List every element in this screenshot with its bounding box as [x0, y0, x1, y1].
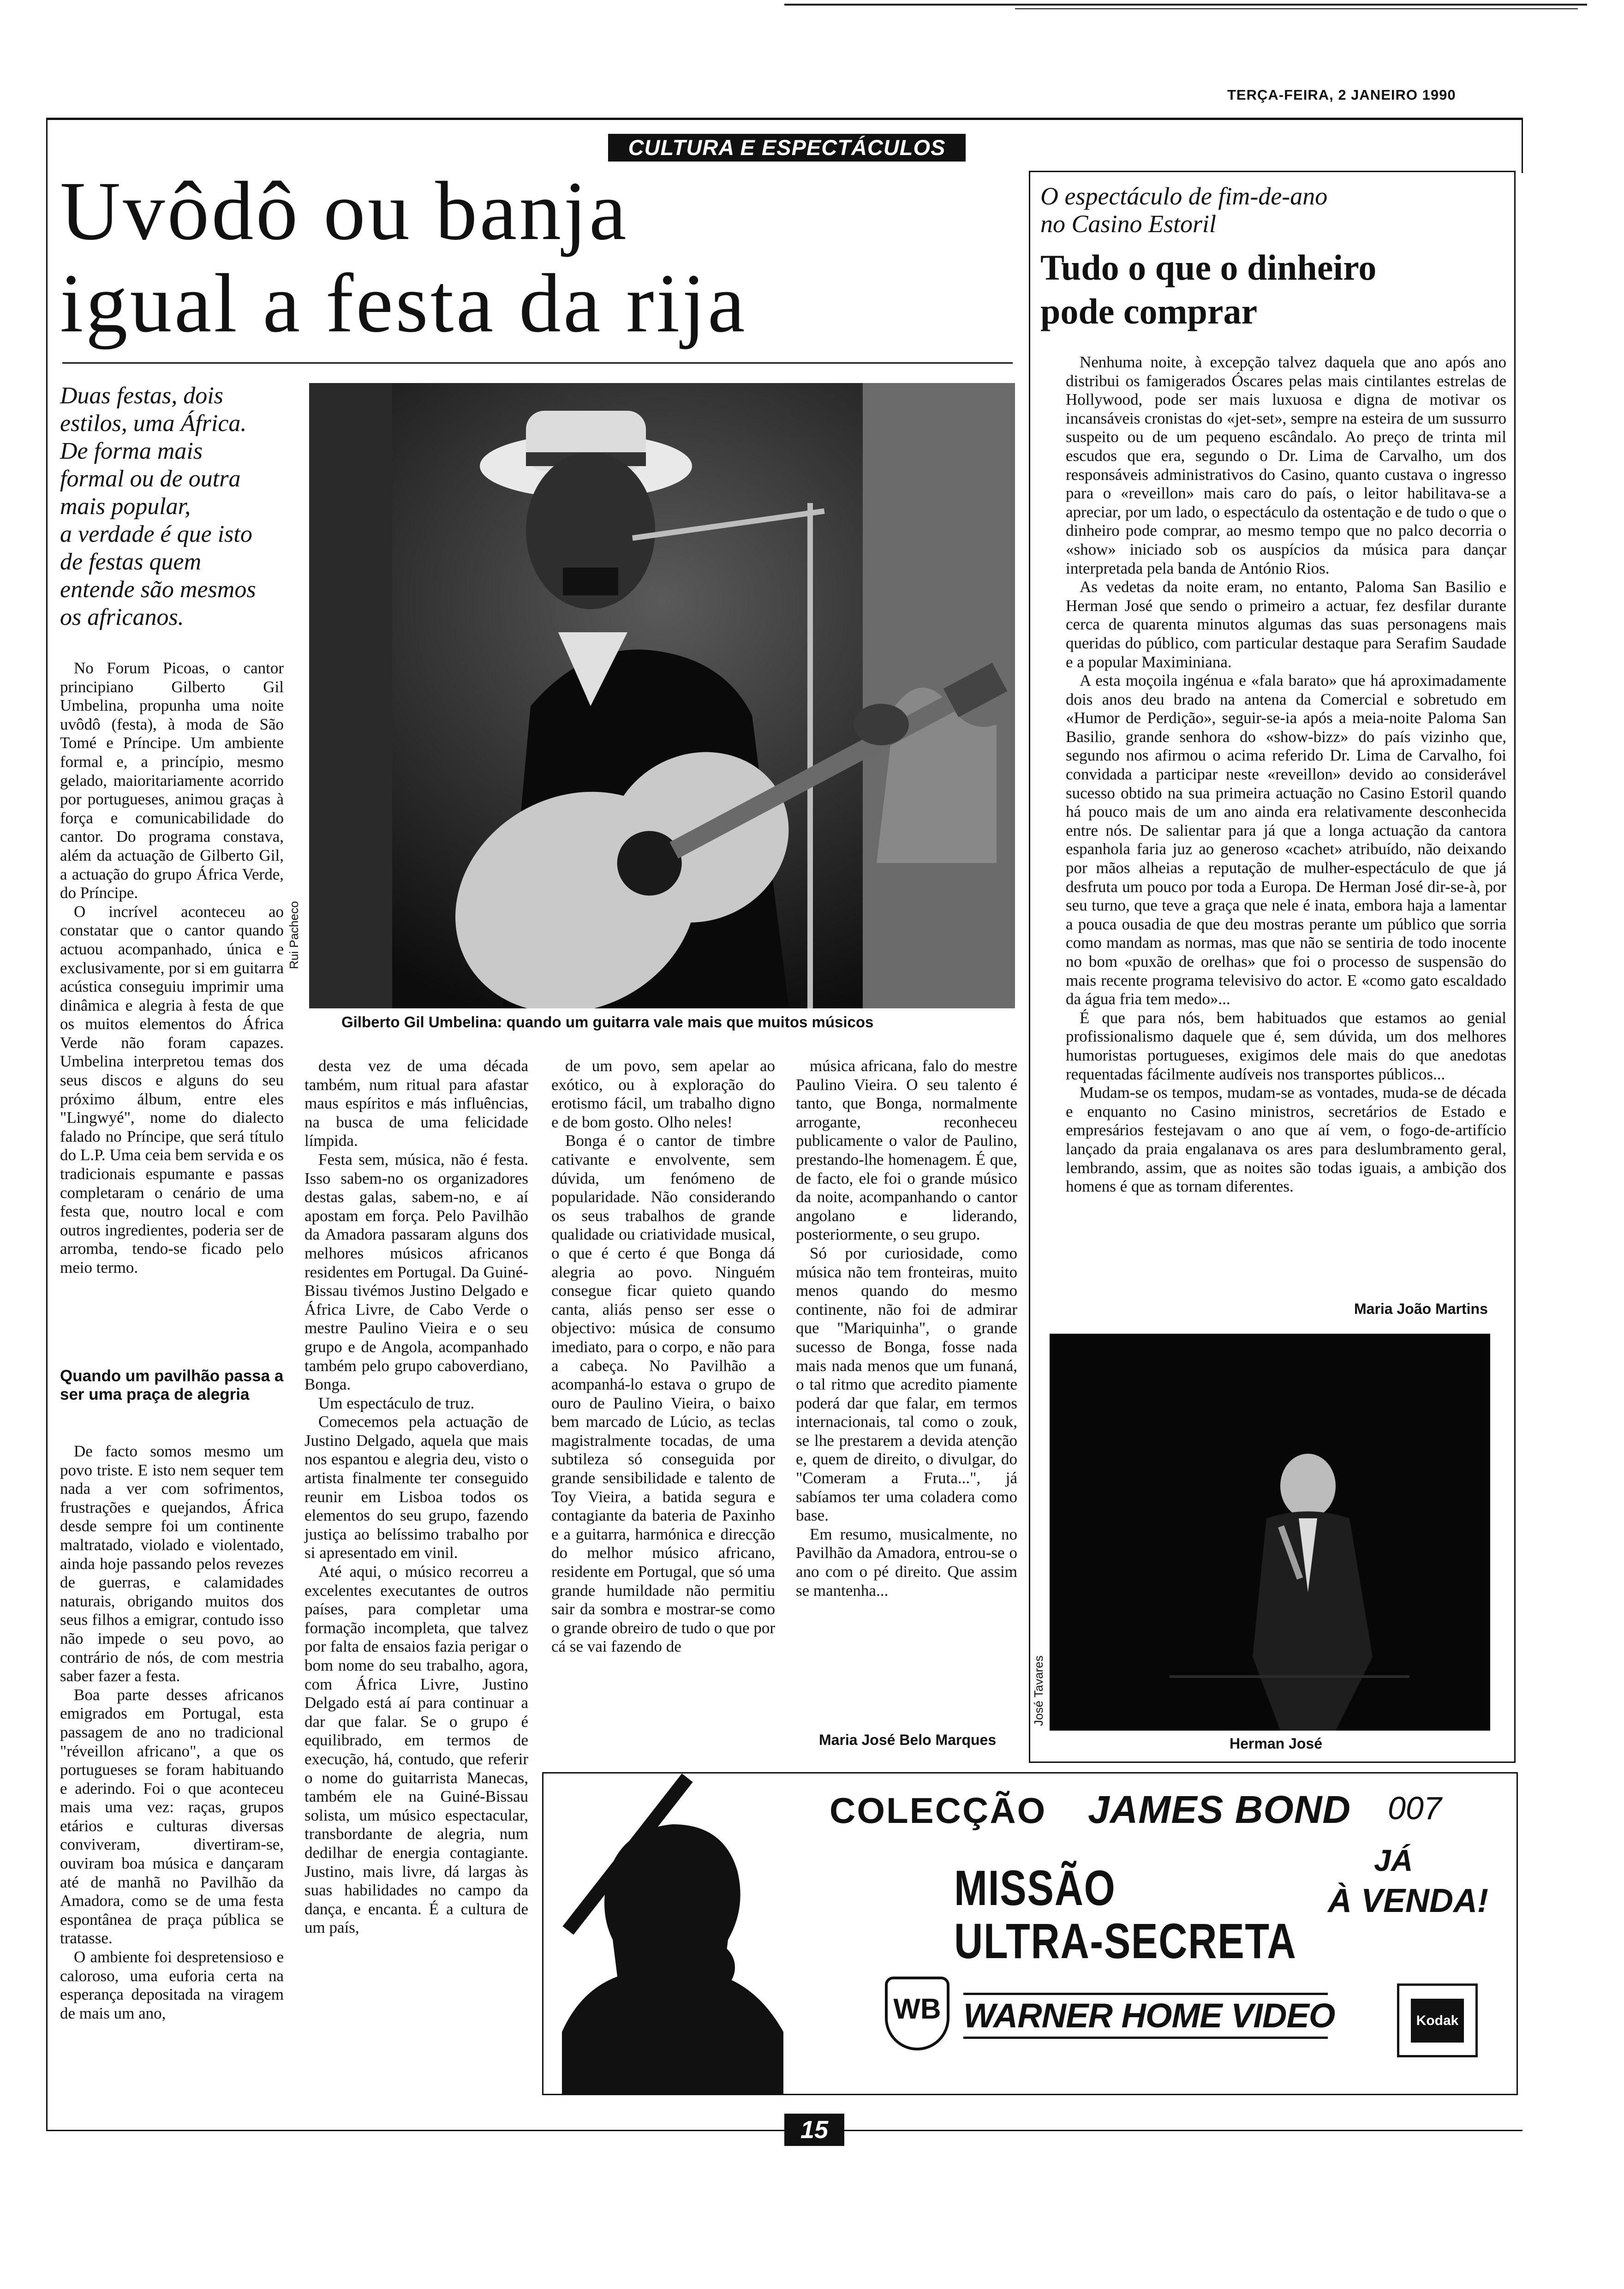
article-column-4 [796, 1057, 1017, 1600]
paragraph: Boa parte desses africanos emigrados em Portugal, esta passagem de ano no tradicional "réveillon africano", a que os portugueses se foram habituando e aderindo. Foi o que aconteceu mais uma vez: raças, grupos etários e culturas diversas conviveram, divertiram-se, ouviram boa música e dançaram até de manhã no Pavilhão da Amadora, como se de uma festa espontânea de praça pública se tratasse. [60, 1685, 284, 1947]
page-folio: 15 [784, 2114, 844, 2146]
paragraph: de um povo, sem apelar ao exótico, ou à exploração do erotismo fácil, um trabalho digno e de bom gosto. Olho neles! [551, 1057, 775, 1131]
lede [60, 382, 309, 631]
paragraph: A esta moçoila ingénua e «fala barato» que há aproximadamente dois anos deu brado na antena da Comercial e sobretudo em «Humor de Perdição», seguir-se-ia após a meia-noite Paloma San Basilio, grande senhora do «show-bizz» do país vizinho que, segundo nos afirmou o acima referido Dr. Lima de Carvalho, foi convidada a participar neste «reveillon» devido ao considerável sucesso obtido na sua primeira actuação no Casino Estoril quando há pouco mais de um ano ainda era relativamente desconhecida entre nós. De salientar para já que a longa actuação da cantora espanhola faria juz ao generoso «cachet» atribuído, não deixando por mãos alheias a reputação de mulher-espectáculo de que já desfruta um pouco por toda a Europa. De Herman José dir-se-à, por seu turno, que teve a graça que nele é inata, embora haja a lamentar a pouca ousadia de que deu mostras perante um público que sorria como mandam as normas, mas que não se sentiria de todo inocente no bom «puxão de orelhas» que foi o processo de suspensão do mais recente programa televisivo do actor. E «como gato escaldado da água fria tem medo»... [1066, 671, 1506, 1008]
lede-line: estilos, uma África. [60, 410, 247, 437]
paragraph: Bonga é o cantor de timbre cativante e envolvente, sem dúvida, um fenómeno de popularidade. Não considerando os seus trabalhos de grande qualidade ou criatividade musical, o que é certo é que Bonga dá alegria ao povo. Ninguém consegue ficar quieto quando canta, aliás penso ser esse o objectivo: música de consumo imediato, para o corpo, e não para a cabeça. No Pavilhão a acompanhá-lo estava o grupo de ouro de Paulino Vieira, o baixo bem marcado de Lúcio, as teclas magistralmente tocadas, de uma subtileza só conseguida por grande sensibilidade e talento de Toy Vieira, a batida segura e contagiante da bateria de Paxinho e a guitarra, harmónica e direcção do melhor músico africano, residente em Portugal, que só uma grande humildade não permitiu sair da sombra e mostrar-se como o grande obreiro de tudo o que por cá se vai fazendo de [551, 1132, 775, 1656]
paragraph: É que para nós, bem habituados que estamos ao genial profissionalismo daquele que é, sem dúvida, um dos melhores humoristas portugueses, exigimos dele mais do que anedotas requentadas fácilmente audíveis nos transportes públicos... [1066, 1008, 1506, 1083]
page-frame-left [46, 118, 48, 2130]
side-headline-1: Tudo o que o dinheiro [1040, 247, 1377, 288]
lede-line: mais popular, [60, 493, 191, 520]
main-photo [309, 383, 1015, 1008]
header-rule [46, 118, 1522, 120]
main-byline: Maria José Belo Marques [819, 1732, 997, 1748]
side-photo-caption: Herman José [1230, 1735, 1322, 1752]
paragraph: Comecemos pela actuação de Justino Delgado, aquela que mais nos espantou e alegria deu, visto o artista finalmente ter conseguido reunir em Lisboa todos os elementos do seu grupo, fazendo justiça ao belíssimo trabalho por si apresentado em vinil. [304, 1413, 528, 1562]
ad-title-b: JAMES BOND [1088, 1788, 1351, 1831]
performer-illustration [1050, 1334, 1490, 1731]
side-kicker-1: O espectáculo de fim-de-ano [1040, 182, 1328, 210]
paragraph: O incrível aconteceu ao constatar que o cantor quando actuou acompanhado, única e exclusivamente, por si em guitarra acústica conseguiu imprimir uma dinâmica e alegria à festa de que os muitos elementos do África Verde não foram capazes. Umbelina interpretou temas dos seus discos e alguns do seu próximo álbum, entre eles "Lingwyé", nome do dialecto falado no Príncipe, que será título do L.P. Uma ceia bem servida e os tradicionais espumante e passas completaram o cenário de uma festa que, noutro local e com outros ingredientes, poderia ser de arromba, tendo-se ficado pelo meio termo. [60, 902, 284, 1276]
paragraph: Festa sem, música, não é festa. Isso sabem-no os organizadores destas galas, sabem-no, e aí apostam em força. Pelo Pavilhão da Amadora passaram alguns dos melhores músicos africanos residentes em Portugal. Da Guiné-Bissau tivémos Justino Delgado e África Livre, de Cabo Verde o mestre Paulino Vieira e o seu grupo e de Angola, acompanhado também pelo grupo caboverdiano, Bonga. [304, 1150, 528, 1394]
lede-line: formal ou de outra [60, 466, 241, 492]
top-rule-2 [1015, 8, 1578, 9]
top-rule [784, 4, 1587, 6]
paragraph: O ambiente foi despretensioso e caloroso, uma euforia certa na esperança depositada na viragem de mais um ano, [60, 1948, 284, 2022]
lede-line: entende são mesmos [60, 576, 256, 603]
side-kicker-2: no Casino Estoril [1040, 210, 1217, 238]
ad-title-a: COLECÇÃO [830, 1790, 1047, 1831]
paragraph: música africana, falo do mestre Paulino Vieira. O seu talento é tanto, que Bonga, normalmente arrogante, reconheceu publicamente o valor de Paulino, prestando-lhe homenagem. É que, de facto, ele foi o grande músico da noite, acompanhando o cantor angolano e liderando, posteriormente, o seu grupo. [796, 1057, 1017, 1244]
main-headline-2: igual a festa da rija [60, 257, 747, 350]
warner-bros-shield-icon [885, 1977, 949, 2050]
side-headline-2: pode comprar [1040, 291, 1258, 331]
lede-line: De forma mais [60, 438, 203, 464]
james-bond-advertisement[interactable] [542, 1772, 1518, 2095]
guitarist-illustration [309, 383, 1015, 1008]
paragraph: No Forum Picoas, o cantor principiano Gilberto Gil Umbelina, propunha uma noite uvôdô (festa), à moda de São Tomé e Príncipe. Um ambiente formal e, a princípio, mesmo gelado, maioritariamente acorrido por portugueses, animou graças à força e comunicabilidade do cantor. Do programa constava, além da actuação de Gilberto Gil, a actuação do grupo África Verde, do Príncipe. [60, 659, 284, 902]
lede-line: a verdade é que isto [60, 521, 252, 547]
paragraph: Nenhuma noite, à excepção talvez daquela que ano após ano distribui os famigerados Óscares pelas mais cintilantes estrelas de Hollywood, pode ser mais luxuosa e digna de motivar os incansáveis cronistas do «jet-set», sempre na esteira de um sussurro suspeito ou de um pequeno escândalo. Ao preço de trinta mil escudos que era, segundo o Dr. Lima de Carvalho, um dos responsáveis administrativos do Casino, quanto custava o ingresso para o «reveillon» mais caro do país, o leitor habilitava-se a apreciar, por um lado, o espectáculo da ostentação e de tudo o que o dinheiro pode comprar, ao mesmo tempo que no palco decorria o «show» iniciado sob os auspícios da música para dançar interpretada pela banda de António Rios. [1066, 353, 1506, 577]
article-column-3 [551, 1057, 775, 1656]
headline-rule [62, 362, 1013, 364]
lede-line: de festas quem [60, 549, 202, 575]
paragraph: De facto somos mesmo um povo triste. E isto nem sequer tem nada a ver com sofrimentos, frustrações e quejandos, África desde sempre foi um continente maltratado, violado e violentado, ainda hoje passando pelos revezes de guerras, e calamidades naturais, obrigando muitos dos seus filhos a emigrar, contudo isso não impede o seu povo, ao contrário de nós, de com mestria saber fazer a festa. [60, 1442, 284, 1685]
ad-distributor: WARNER HOME VIDEO [963, 1993, 1328, 2039]
subhead: Quando um pavilhão passa a ser uma praça de alegria [60, 1367, 284, 1403]
ad-line-2: ULTRA-SECRETA [954, 1913, 1297, 1969]
kodak-logo-icon [1397, 1983, 1478, 2057]
lede-line: os africanos. [60, 604, 184, 630]
issue-date: TERÇA-FEIRA, 2 JANEIRO 1990 [1227, 87, 1456, 103]
photo-credit: Rui Pacheco [287, 901, 301, 969]
paragraph: desta vez de uma década também, num ritual para afastar maus espíritos e más influências, na busca de uma felicidade límpida. [304, 1057, 528, 1150]
paragraph: Só por curiosidade, como música não tem fronteiras, muito menos quando do mesmo continente, não foi de admirar que "Mariquinha", o grande sucesso de Bonga, fosse nada mais nada menos que um funaná, o tal ritmo que acredito piamente poderá dar que falar, em termos internacionais, tal como o zouk, se lhe prestarem a devida atenção e, quem de direito, o divulgar, do "Comeram a Fruta...", já sabíamos ter uma coladera como base. [796, 1244, 1017, 1525]
side-byline: Maria João Martins [1354, 1300, 1488, 1317]
side-article-body [1066, 353, 1506, 1196]
page-frame-right [1522, 118, 1523, 173]
article-column-1b [60, 1442, 284, 2023]
ad-007: 007 [1388, 1790, 1442, 1826]
wb-logo-text: WB [893, 1993, 941, 2025]
paragraph: As vedetas da noite eram, no entanto, Paloma San Basilio e Herman José que sendo o primeiro a actuar, fez desfilar durante cerca de quarenta minutos algumas das suas personagens mais queridas do público, com particular destaque para Serafim Saudade e a popular Maximiniana. [1066, 578, 1506, 671]
article-column-1 [60, 659, 284, 1277]
side-photo [1050, 1334, 1490, 1731]
photo-caption: Gilberto Gil Umbelina: quando um guitarra vale mais que muitos músicos [341, 1013, 874, 1031]
main-headline-1: Uvôdô ou banja [60, 165, 629, 258]
ad-line-1: MISSÃO [954, 1860, 1116, 1916]
lede-line: Duas festas, dois [60, 383, 223, 409]
section-label: CULTURA E ESPECTÁCULOS [608, 134, 966, 162]
paragraph: Em resumo, musicalmente, no Pavilhão da Amadora, entrou-se o ano com o pé direito. Que assim se mantenha... [796, 1525, 1017, 1600]
paragraph: Um espectáculo de truz. [318, 1394, 475, 1412]
kodak-logo-text: Kodak [1411, 1999, 1464, 2043]
ad-venda: À VENDA! [1328, 1882, 1489, 1919]
paragraph: Até aqui, o músico recorreu a excelentes executantes de outros países, para completar uma formação incompleta, que talvez por falta de ensaios fazia perigar o bom nome do seu trabalho, agora, com África Livre, Justino Delgado está aí para continuar a dar que falar. Se o grupo é equilibrado, em termos de execução, há, contudo, que referir o nome do guitarrista Manecas, também ele na Guiné-Bissau solista, um músico espectacular, transbordante de alegria, num dedilhar de energia contagiante. Justino, mais livre, dá largas às suas habilidades no campo da dança, e encanta. É a cultura de um país, [304, 1563, 528, 1937]
paragraph: Mudam-se os tempos, mudam-se as vontades, muda-se de década e enquanto no Casino ministros, secretários de Estado e empresários festejavam o ano que aí vem, o fogo-de-artifício lançado da praia engalanava os ares para deslumbramento geral, lembrando, assim, que as noites são todas iguais, a ambição dos homens é que as tornam diferentes. [1066, 1084, 1506, 1196]
side-photo-credit: José Tavares [1032, 1655, 1045, 1726]
ad-ja: JÁ [1374, 1843, 1413, 1877]
bond-silhouette [543, 1774, 839, 2095]
article-column-2 [304, 1057, 528, 1937]
